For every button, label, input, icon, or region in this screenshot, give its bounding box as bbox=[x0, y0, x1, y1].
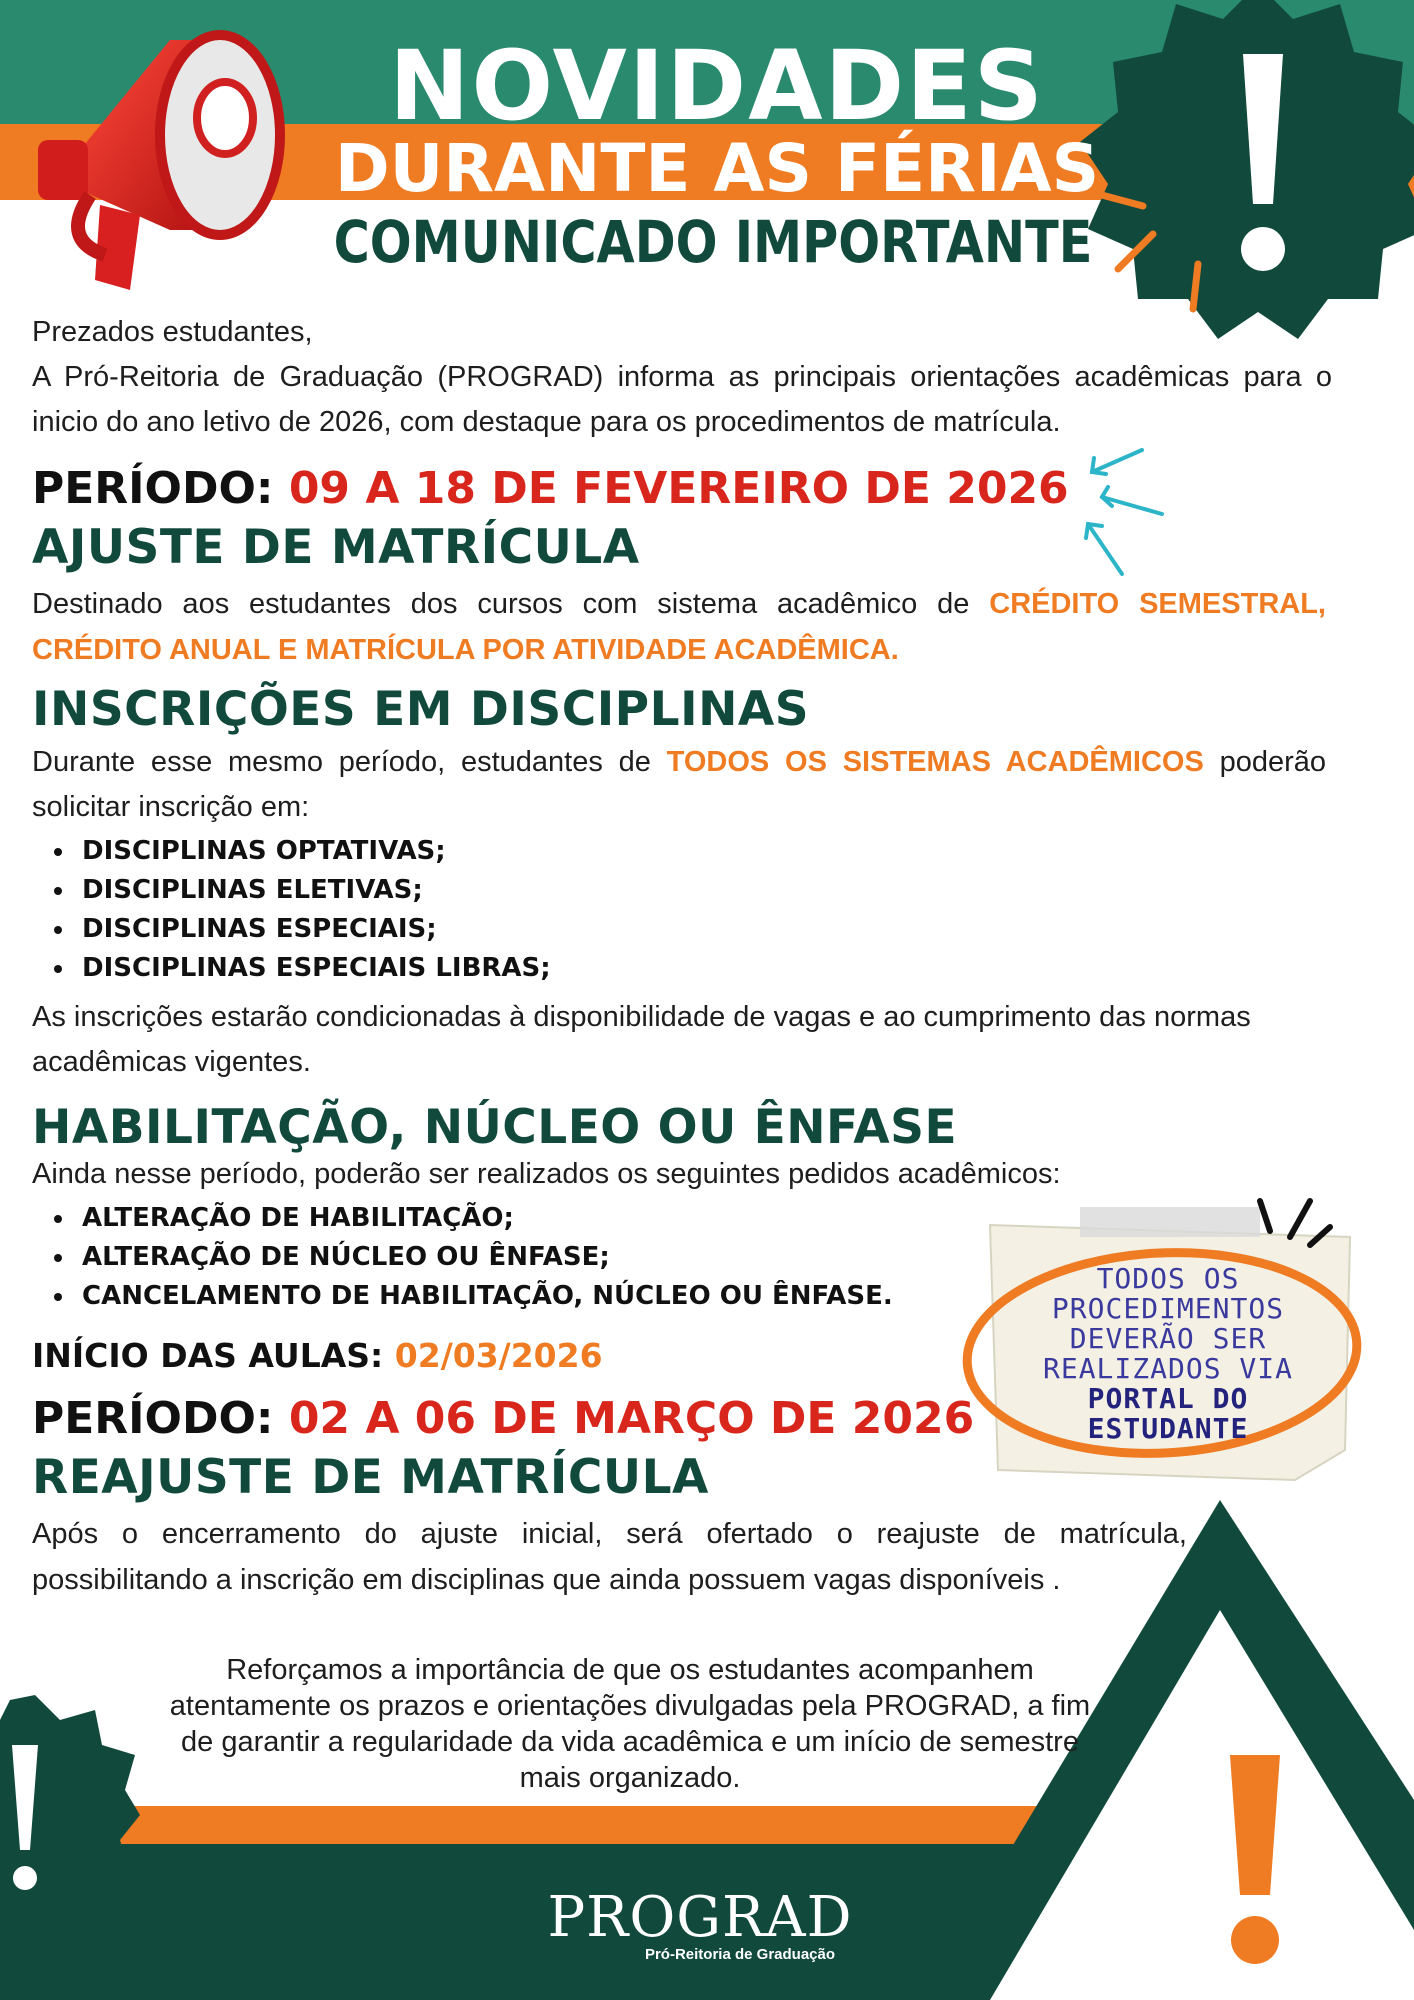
list-item: DISCIPLINAS ESPECIAIS; bbox=[52, 910, 551, 949]
note-line: REALIZADOS VIA bbox=[1042, 1352, 1293, 1385]
list-item: DISCIPLINAS ELETIVAS; bbox=[52, 871, 551, 910]
aulas-label: INÍCIO DAS AULAS: bbox=[32, 1336, 384, 1375]
note-line: DEVERÃO SER bbox=[1069, 1322, 1267, 1355]
inscricoes-note: As inscrições estarão condicionadas à disponibilidade de vagas e ao cumprimento das normas acadêmicas vigentes. bbox=[32, 1001, 1251, 1078]
habilitacao-heading: HABILITAÇÃO, NÚCLEO OU ÊNFASE bbox=[32, 1100, 958, 1155]
logo-subtitle: Pró-Reitoria de Graduação bbox=[644, 1946, 836, 1963]
ajuste-text bbox=[32, 581, 1326, 673]
logo-text: PROGRAD bbox=[547, 1885, 853, 1950]
arrows-icon bbox=[1072, 442, 1182, 582]
footer-message: Reforçamos a importância de que os estudantes acompanhem atentamente os prazos e orientações divulgadas pela PROGRAD, a fim de garantir a regularidade da vida acadêmica e um início de semestre mais organizado. bbox=[169, 1654, 1091, 1794]
reajuste-period bbox=[32, 1393, 974, 1444]
note-line: PROCEDIMENTOS bbox=[1051, 1292, 1285, 1325]
alert-badge-small-icon bbox=[0, 1690, 140, 1920]
subtitle: DURANTE AS FÉRIAS bbox=[334, 130, 1100, 207]
aulas-start bbox=[32, 1336, 603, 1375]
greeting: Prezados estudantes, bbox=[32, 316, 313, 348]
intro-text: A Pró-Reitoria de Graduação (PROGRAD) informa as principais orientações acadêmicas para o inicio do ano letivo de 2026, com destaque para os procedimentos de matrícula. bbox=[32, 361, 1332, 438]
inscricoes-text bbox=[32, 740, 1326, 830]
main-title: NOVIDADES bbox=[389, 30, 1045, 142]
reajuste-text: Após o encerramento do ajuste inicial, será ofertado o reajuste de matrícula, possibilitando a inscrição em disciplinas que ainda possuem vagas disponíveis . bbox=[32, 1518, 1187, 1596]
ajuste-period bbox=[32, 463, 1069, 514]
ajuste-heading: AJUSTE DE MATRÍCULA bbox=[32, 520, 640, 575]
note-line-portal: PORTAL DO bbox=[1087, 1382, 1249, 1415]
ajuste-period-label: PERÍODO: bbox=[32, 463, 274, 514]
list-item: DISCIPLINAS ESPECIAIS LIBRAS; bbox=[52, 949, 551, 988]
habilitacao-text: Ainda nesse período, poderão ser realizados os seguintes pedidos acadêmicos: bbox=[32, 1158, 1061, 1190]
list-item: ALTERAÇÃO DE HABILITAÇÃO; bbox=[52, 1199, 893, 1238]
reajuste-period-value: 02 A 06 DE MARÇO DE 2026 bbox=[288, 1393, 975, 1444]
note-line: TODOS OS bbox=[1096, 1262, 1240, 1295]
inscricoes-text-before: Durante esse mesmo período, estudantes de bbox=[32, 746, 651, 778]
ajuste-text-body: Destinado aos estudantes dos cursos com sistema acadêmico de bbox=[32, 588, 970, 620]
list-item: DISCIPLINAS OPTATIVAS; bbox=[52, 832, 551, 871]
list-item: ALTERAÇÃO DE NÚCLEO OU ÊNFASE; bbox=[52, 1238, 893, 1277]
portal-note-text bbox=[990, 1264, 1346, 1444]
reajuste-period-label: PERÍODO: bbox=[32, 1393, 274, 1444]
ajuste-period-value: 09 A 18 DE FEVEREIRO DE 2026 bbox=[288, 463, 1069, 514]
list-item: CANCELAMENTO DE HABILITAÇÃO, NÚCLEO OU ÊNFASE. bbox=[52, 1277, 893, 1316]
note-line-estudante: ESTUDANTE bbox=[1087, 1412, 1249, 1445]
tagline: COMUNICADO IMPORTANTE bbox=[333, 208, 1093, 276]
ajuste-highlight: CRÉDITO SEMESTRAL, CRÉDITO ANUAL E MATRÍCULA POR ATIVIDADE ACADÊMICA. bbox=[32, 588, 1326, 666]
prograd-logo bbox=[470, 1885, 930, 1978]
inscricoes-highlight: TODOS OS SISTEMAS ACADÊMICOS bbox=[666, 746, 1204, 778]
aulas-date: 02/03/2026 bbox=[394, 1336, 603, 1375]
habilitacao-list bbox=[52, 1199, 893, 1316]
reajuste-heading: REAJUSTE DE MATRÍCULA bbox=[32, 1450, 709, 1505]
inscricoes-list bbox=[52, 832, 551, 988]
inscricoes-heading: INSCRIÇÕES EM DISCIPLINAS bbox=[32, 682, 810, 737]
inscricoes-text-after: poderão solicitar inscrição em: bbox=[32, 746, 1327, 823]
